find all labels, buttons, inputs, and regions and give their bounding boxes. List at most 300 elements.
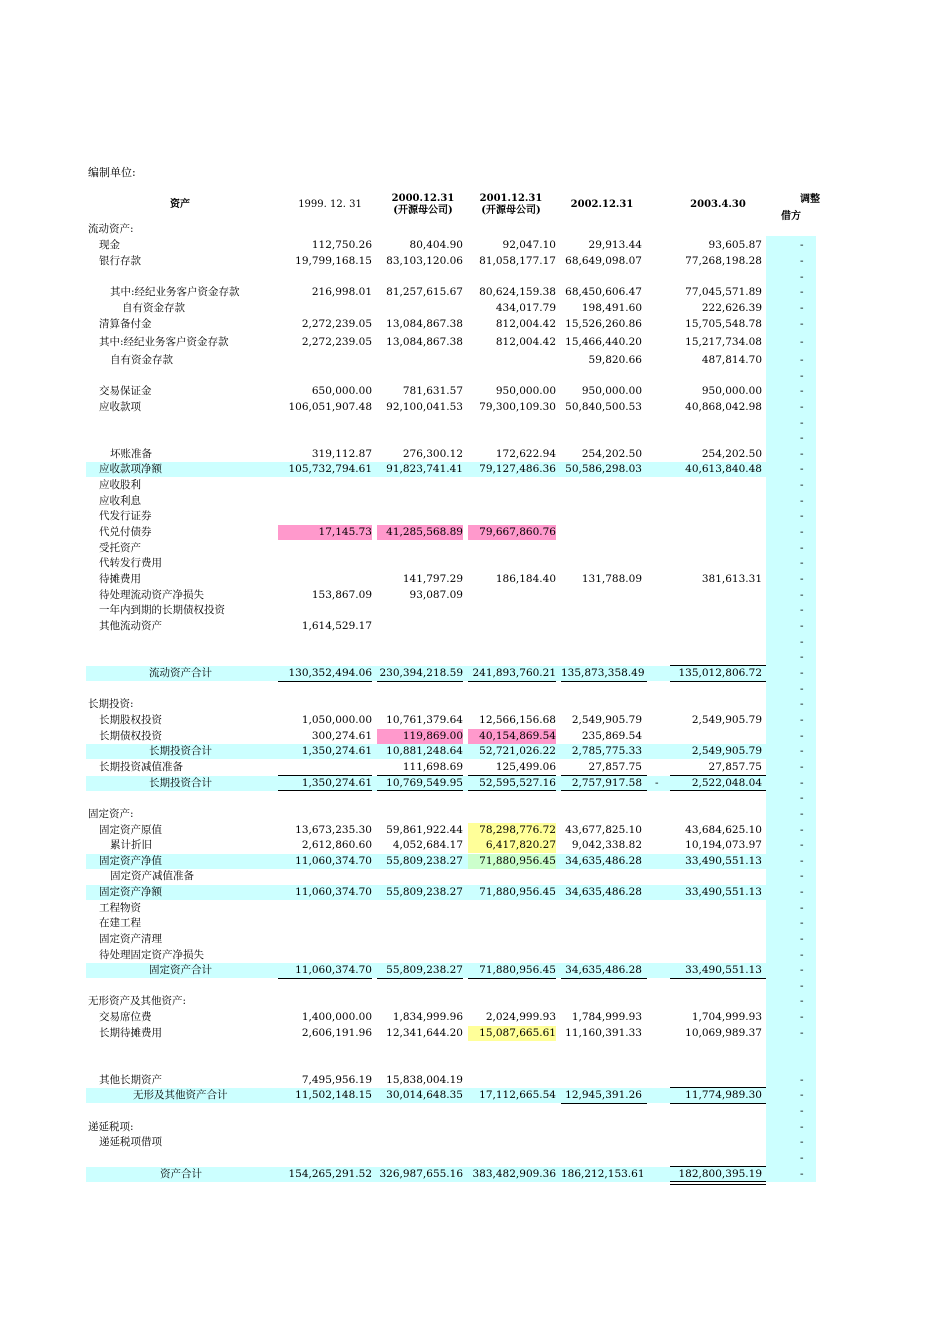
- value-cell: 15,217,734.08: [685, 336, 762, 348]
- value-cell: 68,450,606.47: [565, 286, 642, 298]
- table-row: [0, 384, 950, 399]
- value-cell: 2,549,905.79: [691, 745, 762, 757]
- row-label: 待处理流动资产净损失: [99, 589, 204, 601]
- header-2002: 2002.12.31: [570, 199, 634, 210]
- value-cell: 13,084,867.38: [386, 336, 463, 348]
- table-row: [0, 478, 950, 493]
- adjustment-dash: -: [800, 385, 804, 397]
- table-row: [0, 916, 950, 931]
- dash-mark: -: [655, 777, 659, 789]
- adjustment-dash: -: [800, 448, 804, 460]
- table-row: [0, 635, 950, 650]
- table-row: [0, 238, 950, 253]
- value-cell: 105,732,794.61: [288, 463, 372, 475]
- table-row: [0, 1010, 950, 1025]
- table-row: [0, 650, 950, 665]
- value-cell: 2,272,239.05: [301, 336, 372, 348]
- table-row: [0, 1135, 950, 1150]
- adjustment-dash: -: [800, 542, 804, 554]
- table-row: [0, 854, 950, 869]
- adjustment-dash: -: [800, 651, 804, 663]
- value-cell: 77,268,198.28: [685, 255, 762, 267]
- adjustment-dash: -: [800, 604, 804, 616]
- value-cell: 141,797.29: [402, 573, 463, 585]
- row-label: 资产合计: [160, 1168, 202, 1180]
- value-cell: 11,774,989.30: [685, 1089, 762, 1101]
- adjustment-dash: -: [800, 1027, 804, 1039]
- value-cell: 1,050,000.00: [301, 714, 372, 726]
- adjustment-dash: -: [800, 573, 804, 585]
- value-cell: 93,605.87: [708, 239, 762, 251]
- header-adjustment: 调整: [800, 194, 820, 205]
- row-label: 清算备付金: [99, 318, 152, 330]
- value-cell: 1,834,999.96: [392, 1011, 463, 1023]
- table-row: [0, 823, 950, 838]
- header-2001: [466, 193, 556, 217]
- value-cell: 12,945,391.26: [565, 1089, 642, 1101]
- adjustment-dash: -: [800, 401, 804, 413]
- value-cell: 182,800,395.19: [678, 1168, 762, 1180]
- value-cell: 10,194,073.97: [685, 839, 762, 851]
- value-cell: 40,154,869.54: [468, 729, 556, 744]
- table-row: [0, 462, 950, 477]
- value-cell: 383,482,909.36: [472, 1168, 556, 1180]
- table-row: [0, 317, 950, 332]
- adjustment-dash: -: [800, 239, 804, 251]
- row-label: 在建工程: [99, 917, 141, 929]
- adjustment-dash: -: [800, 824, 804, 836]
- row-label: 流动资产:: [88, 223, 134, 235]
- value-cell: 10,881,248.64: [386, 745, 463, 757]
- table-row: [0, 869, 950, 884]
- adjustment-dash: -: [800, 271, 804, 283]
- value-cell: 11,502,148.15: [295, 1089, 372, 1101]
- adjustment-dash: -: [800, 995, 804, 1007]
- adjustment-dash: -: [800, 902, 804, 914]
- value-cell: 93,087.09: [409, 589, 463, 601]
- adjustment-dash: -: [800, 589, 804, 601]
- row-label: 其中:经纪业务客户资金存款: [110, 286, 240, 298]
- value-cell: 33,490,551.13: [685, 886, 762, 898]
- row-label: 交易席位费: [99, 1011, 152, 1023]
- adjustment-dash: -: [800, 354, 804, 366]
- header-2000-date: 2000.12.31: [391, 193, 455, 204]
- adjustment-dash: -: [800, 964, 804, 976]
- table-row: [0, 713, 950, 728]
- value-cell: 43,677,825.10: [565, 824, 642, 836]
- value-cell: 300,274.61: [311, 730, 372, 742]
- table-row: [0, 301, 950, 316]
- row-label: 应收款项: [99, 401, 141, 413]
- adjustment-dash: -: [800, 510, 804, 522]
- value-cell: 78,298,776.72: [468, 823, 556, 838]
- value-cell: 77,045,571.89: [685, 286, 762, 298]
- row-label: 自有资金存款: [110, 354, 173, 366]
- value-cell: 2,549,905.79: [691, 714, 762, 726]
- adjustment-dash: -: [800, 933, 804, 945]
- row-label: 一年内到期的长期债权投资: [99, 604, 225, 616]
- table-row: [0, 791, 950, 806]
- value-cell: 68,649,098.07: [565, 255, 642, 267]
- table-row: [0, 285, 950, 300]
- value-cell: 55,809,238.27: [386, 886, 463, 898]
- adjustment-dash: -: [800, 839, 804, 851]
- table-row: [0, 400, 950, 415]
- value-cell: 254,202.50: [701, 448, 762, 460]
- row-label: 长期债权投资: [99, 730, 162, 742]
- table-row: [0, 1073, 950, 1088]
- value-cell: 254,202.50: [581, 448, 642, 460]
- row-label: 长期投资合计: [149, 777, 212, 789]
- header-asset: 资产: [170, 199, 190, 210]
- value-cell: 2,024,999.93: [485, 1011, 556, 1023]
- adjustment-dash: -: [800, 808, 804, 820]
- row-label: 固定资产净值: [99, 855, 162, 867]
- value-cell: 80,624,159.38: [479, 286, 556, 298]
- adjustment-dash: -: [800, 1121, 804, 1133]
- adjustment-dash: -: [800, 667, 804, 679]
- table-row: [0, 603, 950, 618]
- table-row: [0, 666, 950, 681]
- table-row: [0, 525, 950, 540]
- value-cell: 6,417,820.27: [468, 838, 556, 853]
- value-cell: 125,499.06: [495, 761, 556, 773]
- value-cell: 106,051,907.48: [288, 401, 372, 413]
- value-cell: 319,112.87: [311, 448, 372, 460]
- row-label: 固定资产原值: [99, 824, 162, 836]
- row-label: 长期投资合计: [149, 745, 212, 757]
- value-cell: 29,913.44: [588, 239, 642, 251]
- value-cell: 950,000.00: [701, 385, 762, 397]
- row-label: 长期待摊费用: [99, 1027, 162, 1039]
- row-label: 自有资金存款: [122, 302, 185, 314]
- table-row: [0, 1026, 950, 1041]
- row-label: 代发行证券: [99, 510, 152, 522]
- adjustment-dash: -: [800, 777, 804, 789]
- adjustment-dash: -: [800, 855, 804, 867]
- table-row: [0, 254, 950, 269]
- adjustment-dash: -: [800, 1074, 804, 1086]
- header-2000: [378, 193, 468, 217]
- value-cell: 10,761,379.64: [386, 714, 463, 726]
- value-cell: 172,622.94: [495, 448, 556, 460]
- value-cell: 40,613,840.48: [685, 463, 762, 475]
- value-cell: 230,394,218.59: [379, 667, 463, 679]
- adjustment-dash: -: [800, 620, 804, 632]
- adjustment-dash: -: [800, 432, 804, 444]
- adjustment-dash: -: [800, 1136, 804, 1148]
- table-row: [0, 270, 950, 285]
- table-row: [0, 1167, 950, 1182]
- value-cell: 83,103,120.06: [386, 255, 463, 267]
- table-row: [0, 509, 950, 524]
- value-cell: 326,987,655.16: [379, 1168, 463, 1180]
- value-cell: 9,042,338.82: [571, 839, 642, 851]
- table-row: [0, 572, 950, 587]
- value-cell: 131,788.09: [581, 573, 642, 585]
- value-cell: 34,635,486.28: [565, 886, 642, 898]
- table-row: [0, 932, 950, 947]
- value-cell: 1,704,999.93: [691, 1011, 762, 1023]
- value-cell: 19,799,168.15: [295, 255, 372, 267]
- row-label: 固定资产合计: [149, 964, 212, 976]
- value-cell: 781,631.57: [402, 385, 463, 397]
- row-label: 应收股利: [99, 479, 141, 491]
- row-label: 递延税项借项: [99, 1136, 162, 1148]
- row-label: 应收利息: [99, 495, 141, 507]
- table-row: [0, 979, 950, 994]
- table-row: [0, 588, 950, 603]
- row-label: 待处理固定资产净损失: [99, 949, 204, 961]
- adjustment-dash: -: [800, 318, 804, 330]
- header-1999: 1999. 12. 31: [298, 199, 362, 210]
- table-row: [0, 416, 950, 431]
- value-cell: 1,350,274.61: [301, 777, 372, 789]
- value-cell: 2,549,905.79: [571, 714, 642, 726]
- adjustment-dash: -: [800, 495, 804, 507]
- value-cell: 487,814.70: [701, 354, 762, 366]
- table-row: [0, 901, 950, 916]
- value-cell: 34,635,486.28: [565, 964, 642, 976]
- value-cell: 276,300.12: [402, 448, 463, 460]
- table-row: [0, 1120, 950, 1135]
- row-label: 其他流动资产: [99, 620, 162, 632]
- table-row: [0, 776, 950, 791]
- value-cell: 241,893,760.21: [472, 667, 556, 679]
- header-2001-date: 2001.12.31: [479, 193, 543, 204]
- value-cell: 50,586,298.03: [565, 463, 642, 475]
- value-cell: 71,880,956.45: [468, 854, 556, 869]
- value-cell: 80,404.90: [409, 239, 463, 251]
- adjustment-dash: -: [800, 714, 804, 726]
- value-cell: 650,000.00: [311, 385, 372, 397]
- table-row: [0, 1151, 950, 1166]
- value-cell: 27,857.75: [588, 761, 642, 773]
- adjustment-dash: -: [800, 980, 804, 992]
- row-label: 固定资产净额: [99, 886, 162, 898]
- adjustment-dash: -: [800, 683, 804, 695]
- value-cell: 154,265,291.52: [288, 1168, 372, 1180]
- value-cell: 2,606,191.96: [301, 1027, 372, 1039]
- table-row: [0, 807, 950, 822]
- adjustment-dash: -: [800, 557, 804, 569]
- value-cell: 59,861,922.44: [386, 824, 463, 836]
- value-cell: 92,047.10: [502, 239, 556, 251]
- table-row: [0, 744, 950, 759]
- value-cell: 950,000.00: [495, 385, 556, 397]
- table-row: [0, 556, 950, 571]
- value-cell: 55,809,238.27: [386, 855, 463, 867]
- table-row: [0, 619, 950, 634]
- value-cell: 15,838,004.19: [386, 1074, 463, 1086]
- value-cell: 30,014,648.35: [386, 1089, 463, 1101]
- value-cell: 81,257,615.67: [386, 286, 463, 298]
- value-cell: 92,100,041.53: [386, 401, 463, 413]
- table-row: [0, 885, 950, 900]
- row-label: 长期投资减值准备: [99, 761, 183, 773]
- adjustment-dash: -: [800, 745, 804, 757]
- row-label: 固定资产:: [88, 808, 134, 820]
- value-cell: 186,212,153.61: [561, 1168, 645, 1180]
- value-cell: 91,823,741.41: [386, 463, 463, 475]
- value-cell: 1,784,999.93: [571, 1011, 642, 1023]
- row-label: 固定资产清理: [99, 933, 162, 945]
- header-debit: 借方: [781, 211, 801, 222]
- value-cell: 12,566,156.68: [479, 714, 556, 726]
- value-cell: 43,684,625.10: [685, 824, 762, 836]
- adjustment-dash: -: [800, 302, 804, 314]
- row-label: 工程物资: [99, 902, 141, 914]
- value-cell: 381,613.31: [701, 573, 762, 585]
- adjustment-dash: -: [800, 917, 804, 929]
- value-cell: 950,000.00: [581, 385, 642, 397]
- table-row: [0, 1104, 950, 1119]
- table-row: [0, 948, 950, 963]
- table-row: [0, 697, 950, 712]
- table-row: [0, 1088, 950, 1103]
- value-cell: 11,160,391.33: [565, 1027, 642, 1039]
- value-cell: 111,698.69: [402, 761, 463, 773]
- adjustment-dash: -: [800, 417, 804, 429]
- table-row: [0, 760, 950, 775]
- value-cell: 15,526,260.86: [565, 318, 642, 330]
- table-row: [0, 494, 950, 509]
- value-cell: 34,635,486.28: [565, 855, 642, 867]
- value-cell: 2,612,860.60: [301, 839, 372, 851]
- value-cell: 198,491.60: [581, 302, 642, 314]
- adjustment-dash: -: [800, 761, 804, 773]
- table-row: [0, 369, 950, 384]
- value-cell: 79,127,486.36: [479, 463, 556, 475]
- value-cell: 1,350,274.61: [301, 745, 372, 757]
- row-label: 交易保证金: [99, 385, 152, 397]
- row-label: 其中:经纪业务客户资金存款: [99, 336, 229, 348]
- table-row: [0, 963, 950, 978]
- row-label: 固定资产减值准备: [110, 870, 194, 882]
- value-cell: 52,595,527.16: [479, 777, 556, 789]
- row-label: 受托资产: [99, 542, 141, 554]
- row-label: 长期投资:: [88, 698, 134, 710]
- adjustment-dash: -: [800, 1168, 804, 1180]
- value-cell: 1,614,529.17: [301, 620, 372, 632]
- table-row: [0, 447, 950, 462]
- row-label: 无形资产及其他资产:: [88, 995, 187, 1007]
- row-label: 递延税项:: [88, 1121, 134, 1133]
- adjustment-dash: -: [800, 336, 804, 348]
- value-cell: 79,300,109.30: [479, 401, 556, 413]
- adjustment-dash: -: [800, 370, 804, 382]
- table-row: [0, 541, 950, 556]
- value-cell: 10,769,549.95: [386, 777, 463, 789]
- value-cell: 41,285,568.89: [377, 525, 463, 540]
- value-cell: 2,785,775.33: [571, 745, 642, 757]
- value-cell: 71,880,956.45: [479, 886, 556, 898]
- value-cell: 52,721,026.22: [479, 745, 556, 757]
- value-cell: 15,087,665.61: [468, 1026, 556, 1041]
- value-cell: 40,868,042.98: [685, 401, 762, 413]
- value-cell: 119,869.00: [377, 729, 463, 744]
- value-cell: 153,867.09: [311, 589, 372, 601]
- header-2003: 2003.4.30: [690, 199, 746, 210]
- value-cell: 15,466,440.20: [565, 336, 642, 348]
- row-label: 应收款项净额: [99, 463, 162, 475]
- adjustment-dash: -: [800, 1011, 804, 1023]
- unit-label: 编制单位:: [88, 166, 136, 179]
- adjustment-dash: -: [800, 255, 804, 267]
- value-cell: 2,272,239.05: [301, 318, 372, 330]
- value-cell: 130,352,494.06: [288, 667, 372, 679]
- adjustment-dash: -: [800, 463, 804, 475]
- value-cell: 1,400,000.00: [301, 1011, 372, 1023]
- adjustment-dash: -: [800, 792, 804, 804]
- table-row: [0, 431, 950, 446]
- value-cell: 12,341,644.20: [386, 1027, 463, 1039]
- value-cell: 17,145.73: [278, 525, 372, 540]
- row-label: 待摊费用: [99, 573, 141, 585]
- value-cell: 59,820.66: [588, 354, 642, 366]
- table-row: [0, 335, 950, 350]
- row-label: 代兑付债券: [99, 526, 152, 538]
- adjustment-dash: -: [800, 698, 804, 710]
- value-cell: 15,705,548.78: [685, 318, 762, 330]
- value-cell: 13,084,867.38: [386, 318, 463, 330]
- row-label: 其他长期资产: [99, 1074, 162, 1086]
- value-cell: 235,869.54: [581, 730, 642, 742]
- value-cell: 33,490,551.13: [685, 855, 762, 867]
- adjustment-dash: -: [800, 730, 804, 742]
- value-cell: 55,809,238.27: [386, 964, 463, 976]
- value-cell: 135,012,806.72: [678, 667, 762, 679]
- value-cell: 135,873,358.49: [561, 667, 645, 679]
- value-cell: 11,060,374.70: [295, 855, 372, 867]
- row-label: 无形及其他资产合计: [133, 1089, 228, 1101]
- table-row: [0, 222, 950, 237]
- value-cell: 2,522,048.04: [691, 777, 762, 789]
- value-cell: 79,667,860.76: [468, 525, 556, 540]
- adjustment-dash: -: [800, 526, 804, 538]
- value-cell: 13,673,235.30: [295, 824, 372, 836]
- row-label: 代转发行费用: [99, 557, 162, 569]
- table-row: [0, 729, 950, 744]
- value-cell: 71,880,956.45: [479, 964, 556, 976]
- adjustment-dash: -: [800, 870, 804, 882]
- adjustment-dash: -: [800, 1089, 804, 1101]
- value-cell: 222,626.39: [701, 302, 762, 314]
- header-2000-note: (开源母公司): [393, 205, 453, 216]
- value-cell: 81,058,177.17: [479, 255, 556, 267]
- table-row: [0, 682, 950, 697]
- value-cell: 17,112,665.54: [479, 1089, 556, 1101]
- value-cell: 33,490,551.13: [685, 964, 762, 976]
- adjustment-dash: -: [800, 949, 804, 961]
- row-label: 流动资产合计: [149, 667, 212, 679]
- header-2001-note: (开源母公司): [481, 205, 541, 216]
- value-cell: 812,004.42: [495, 318, 556, 330]
- table-row: [0, 838, 950, 853]
- value-cell: 2,757,917.58: [571, 777, 642, 789]
- adjustment-dash: -: [800, 286, 804, 298]
- value-cell: 434,017.79: [495, 302, 556, 314]
- adjustment-dash: -: [800, 636, 804, 648]
- value-cell: 10,069,989.37: [685, 1027, 762, 1039]
- row-label: 现金: [99, 239, 120, 251]
- adjustment-dash: -: [800, 886, 804, 898]
- adjustment-dash: -: [800, 1105, 804, 1117]
- row-label: 银行存款: [99, 255, 141, 267]
- value-cell: 7,495,956.19: [301, 1074, 372, 1086]
- adjustment-dash: -: [800, 479, 804, 491]
- value-cell: 11,060,374.70: [295, 886, 372, 898]
